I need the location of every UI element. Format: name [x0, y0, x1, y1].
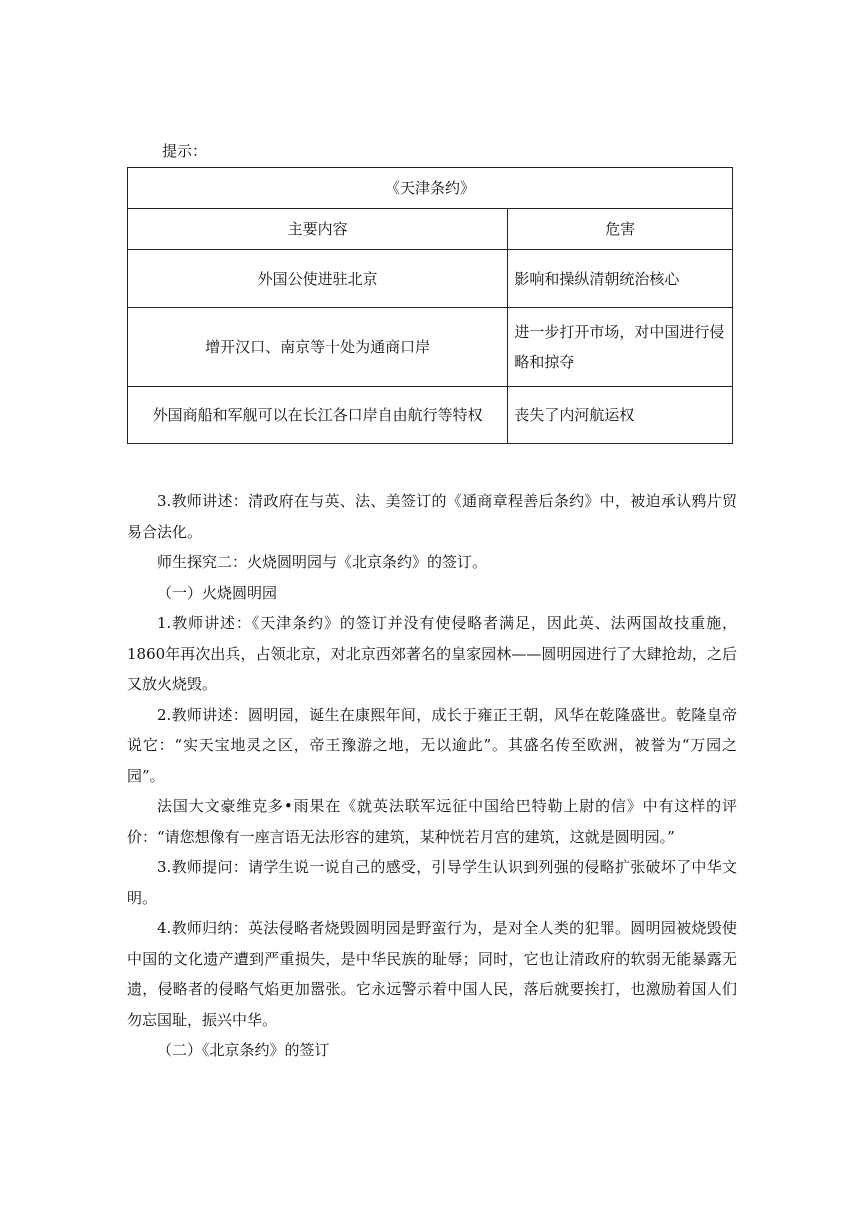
- row-harm-cell: 影响和操纵清朝统治核心: [508, 250, 733, 308]
- header-harm: 危害: [508, 209, 733, 250]
- paragraph: 法国大文豪维克多•雨果在《就英法联军远征中国给巴特勒上尉的信》中有这样的评价：“请您想像有一座言语无法形容的建筑，某种恍若月宫的建筑，这就是圆明园。”: [127, 797, 737, 846]
- row-content-cell: 外国商船和军舰可以在长江各口岸自由航行等特权: [128, 387, 508, 444]
- table-row: [128, 308, 733, 387]
- table-row: [128, 387, 733, 444]
- table-title-row: [128, 168, 733, 209]
- section-heading: （一）火烧圆明园: [157, 583, 278, 602]
- paragraph: 2.教师讲述：圆明园，诞生在康熙年间，成长于雍正王朝，风华在乾隆盛世。乾隆皇帝说它：“实天宝地灵之区，帝王豫游之地，无以逾此”。其盛名传至欧洲，被誉为“万园之园”。: [127, 705, 737, 785]
- table-row: [128, 250, 733, 308]
- paragraph: 3.教师讲述：清政府在与英、法、美签订的《通商章程善后条约》中，被迫承认鸦片贸易合法化。: [127, 492, 737, 541]
- row-harm-cell: 丧失了内河航运权: [508, 387, 733, 444]
- section-heading: （二）《北京条约》的签订: [157, 1041, 330, 1059]
- row-harm-cell: 进一步打开市场，对中国进行侵略和掠夺: [508, 308, 733, 387]
- header-main-content: 主要内容: [128, 209, 508, 250]
- paragraph: 3.教师提问：请学生说一说自己的感受，引导学生认识到列强的侵略扩张破坏了中华文明。: [127, 858, 737, 907]
- paragraph: 师生探究二：火烧圆明园与《北京条约》的签订。: [157, 553, 488, 571]
- paragraph: 4.教师归纳：英法侵略者烧毁圆明园是野蛮行为，是对全人类的犯罪。圆明园被烧毁使中国的文化遗产遭到严重损失，是中华民族的耻辱；同时，它也让清政府的软弱无能暴露无遗，侵略者的侵略气焰更加嚣张。它永远警示着中国人民，落后就要挨打，也激励着国人们勿忘国耻，振兴中华。: [127, 919, 737, 1029]
- hint-label: 提示：: [162, 142, 208, 160]
- table-header-row: [128, 209, 733, 250]
- paragraph: 1.教师讲述：《天津条约》的签订并没有使侵略者满足，因此英、法两国故技重施，1860年再次出兵，占领北京，对北京西郊著名的皇家园林——圆明园进行了大肆抢劫，之后又放火烧毁。: [127, 614, 737, 693]
- row-content-cell: 外国公使进驻北京: [128, 250, 508, 308]
- table-title: 《天津条约》: [128, 168, 733, 209]
- row-content-cell: 增开汉口、南京等十处为通商口岸: [128, 308, 508, 387]
- treaty-table: [127, 167, 733, 444]
- body-text: [127, 486, 737, 1066]
